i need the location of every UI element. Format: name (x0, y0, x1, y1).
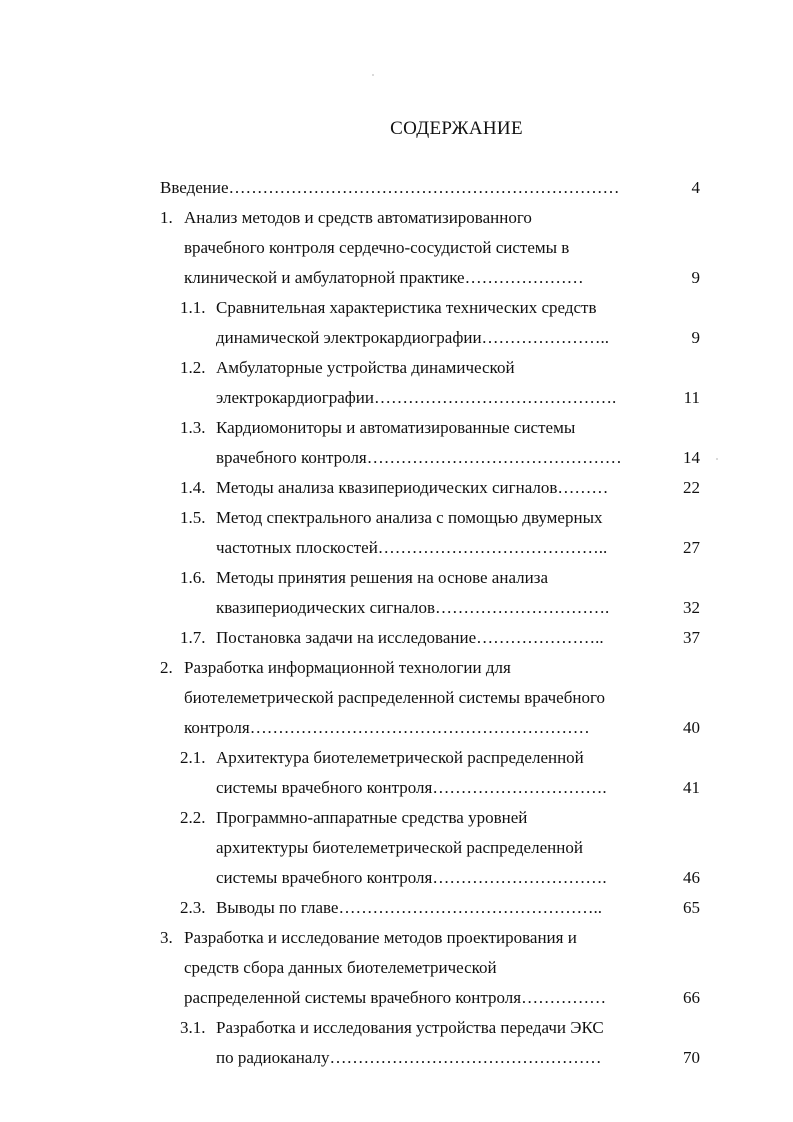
toc-entry-text: электрокардиографии……………………………………. (216, 388, 617, 407)
toc-entry-number: 1.1. (180, 298, 206, 317)
toc-entry-number: 2.1. (180, 748, 206, 767)
toc-page-number: 27 (683, 538, 700, 557)
toc-entry-text: Программно-аппаратные средства уровней (216, 808, 528, 827)
toc-entry-text: Методы принятия решения на основе анализа (216, 568, 548, 587)
toc-entry-number: 1.6. (180, 568, 206, 587)
toc-entry-text: биотелеметрической распределенной системы врачебного (184, 688, 606, 707)
toc-entry-text: Методы анализа квазипериодических сигналов……… (216, 478, 609, 497)
toc-entry-number: 1.7. (180, 628, 206, 647)
toc-entry-number: 1.2. (180, 358, 206, 377)
toc-entry-text: системы врачебного контроля…………………………. (216, 868, 607, 887)
toc-entry-text: врачебного контроля сердечно-сосудистой системы в (184, 238, 570, 257)
toc-page-number: 14 (683, 448, 700, 467)
toc-entry-text: Кардиомониторы и автоматизированные системы (216, 418, 576, 437)
toc-page-number: 41 (683, 778, 700, 797)
toc-page-number: 22 (683, 478, 700, 497)
toc-page-number: 4 (691, 178, 700, 197)
toc-page-number: 11 (683, 388, 700, 407)
toc-entry-text: распределенной системы врачебного контроля…………… (184, 988, 607, 1007)
toc-entry-number: 3. (160, 928, 173, 947)
toc-entry-number: 1.4. (180, 478, 206, 497)
toc-entry-text: Разработка информационной технологии для (184, 658, 511, 677)
toc-entry-text: врачебного контроля……………………………………… (216, 448, 622, 467)
toc-entry-text: частотных плоскостей………………………………….. (216, 538, 608, 557)
toc-entry-text: Введение…………………………………………………………… (160, 178, 620, 197)
toc-page-number: 9 (691, 328, 700, 347)
toc-page-number: 70 (683, 1048, 700, 1067)
toc-entry-text: Разработка и исследования устройства передачи ЭКС (216, 1018, 604, 1037)
toc-entry-text: по радиоканалу………………………………………… (216, 1048, 602, 1067)
scan-speck (716, 458, 718, 460)
toc-entry-number: 2. (160, 658, 173, 677)
toc-page-number: 46 (683, 868, 700, 887)
page-title: СОДЕРЖАНИЕ (390, 118, 523, 139)
toc-entry-text: квазипериодических сигналов…………………………. (216, 598, 610, 617)
toc-entry-text: системы врачебного контроля…………………………. (216, 778, 607, 797)
toc-page-number: 37 (683, 628, 700, 647)
toc-entry-text: архитектуры биотелеметрической распределенной (216, 838, 583, 857)
toc-entry-number: 1.5. (180, 508, 206, 527)
toc-entry-text: Архитектура биотелеметрической распределенной (216, 748, 584, 767)
toc-page-number: 65 (683, 898, 700, 917)
toc-entry-text: Выводы по главе……………………………………….. (216, 898, 602, 917)
toc-page-number: 66 (683, 988, 700, 1007)
toc-entry-text: Метод спектрального анализа с помощью двумерных (216, 508, 603, 527)
toc-entry-text: Разработка и исследование методов проектирования и (184, 928, 577, 947)
toc-page-number: 32 (683, 598, 700, 617)
toc-entry-text: Амбулаторные устройства динамической (216, 358, 515, 377)
toc-entry-text: клинической и амбулаторной практике………………… (184, 268, 584, 287)
toc-entry-number: 3.1. (180, 1018, 206, 1037)
toc-entry-text: Сравнительная характеристика технических средств (216, 298, 597, 317)
toc-entry-number: 2.3. (180, 898, 206, 917)
scan-speck (372, 74, 374, 76)
toc-entry-number: 1.3. (180, 418, 206, 437)
toc-page-number: 9 (691, 268, 700, 287)
toc-entry-text: Постановка задачи на исследование………………….. (216, 628, 604, 647)
toc-entry-number: 2.2. (180, 808, 206, 827)
toc-entry-text: Анализ методов и средств автоматизированного (184, 208, 532, 227)
toc-entry-number: 1. (160, 208, 173, 227)
toc-page-number: 40 (683, 718, 700, 737)
toc-entry-text: средств сбора данных биотелеметрической (184, 958, 497, 977)
toc-entry-text: контроля…………………………………………………… (184, 718, 590, 737)
toc-entry-text: динамической электрокардиографии………………….. (216, 328, 610, 347)
